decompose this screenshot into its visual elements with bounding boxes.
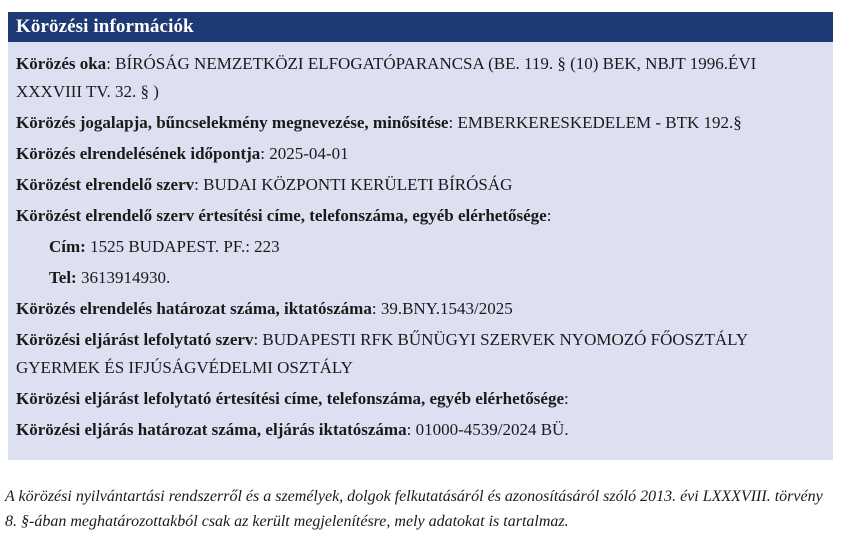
info-panel [8,12,833,460]
field-separator: : [448,113,458,132]
info-row [16,171,825,199]
field-value: 39.BNY.1543/2025 [380,299,513,318]
field-label: Körözési eljárás határozat száma, eljárás iktatószáma [16,420,407,439]
field-label: Cím: [49,237,86,256]
field-label: Körözést elrendelő szerv [16,175,195,194]
info-rows [8,42,833,444]
field-separator: : [371,299,381,318]
field-value: BUDAPESTI RFK BŰNÜGYI SZERVEK NYOMOZÓ FŐOSZTÁLY GYERMEK ÉS IFJÚSÁGVÉDELMI OSZTÁLY [16,330,748,377]
info-row [16,233,825,261]
field-label: Tel: [49,268,77,287]
field-separator: : [406,420,416,439]
field-label: Körözés jogalapja, bűncselekmény megnevezése, minősítése [16,113,449,132]
field-separator: : [564,389,569,408]
info-row [16,109,825,137]
field-value: BUDAI KÖZPONTI KERÜLETI BÍRÓSÁG [203,175,513,194]
field-separator: : [260,144,270,163]
field-separator: : [106,54,116,73]
field-separator: : [194,175,204,194]
info-row [16,140,825,168]
footnote: A körözési nyilvántartási rendszerről és a személyek, dolgok felkutatásáról és azonosításáról szóló 2013. évi LXXXVIII. törvény 8. §-ában meghatározottakból csak az került megjelenítésre, mely adatokat is tartalmaz. [5,488,823,530]
field-value: 2025-04-01 [269,144,349,163]
field-label: Körözést elrendelő szerv értesítési címe, telefonszáma, egyéb elérhetősége [16,206,547,225]
field-separator: : [546,206,552,225]
field-label: Körözés oka [16,54,107,73]
info-row [16,416,825,444]
panel-title: Körözési információk [8,12,833,42]
info-row [16,202,825,230]
info-row [16,264,825,292]
info-row [16,295,825,323]
field-value: EMBERKERESKEDELEM - BTK 192.§ [457,113,742,132]
field-label: Körözés elrendelésének időpontja [16,144,261,163]
field-label: Körözési eljárást lefolytató szerv [16,330,254,349]
info-row [16,326,825,382]
info-row [16,385,825,413]
field-value: 01000-4539/2024 BÜ. [415,420,569,439]
field-value: BÍRÓSÁG NEMZETKÖZI ELFOGATÓPARANCSA (BE. 119. § (10) BEK, NBJT 1996.ÉVI XXXVIII TV. 32. § ) [16,54,757,101]
field-label: Körözési eljárást lefolytató értesítési címe, telefonszáma, egyéb elérhetősége [16,389,565,408]
field-value: 1525 BUDAPEST. PF.: 223 [90,237,280,256]
info-row [16,50,825,106]
field-separator: : [253,330,263,349]
field-label: Körözés elrendelés határozat száma, iktatószáma [16,299,372,318]
field-value: 3613914930. [80,268,171,287]
